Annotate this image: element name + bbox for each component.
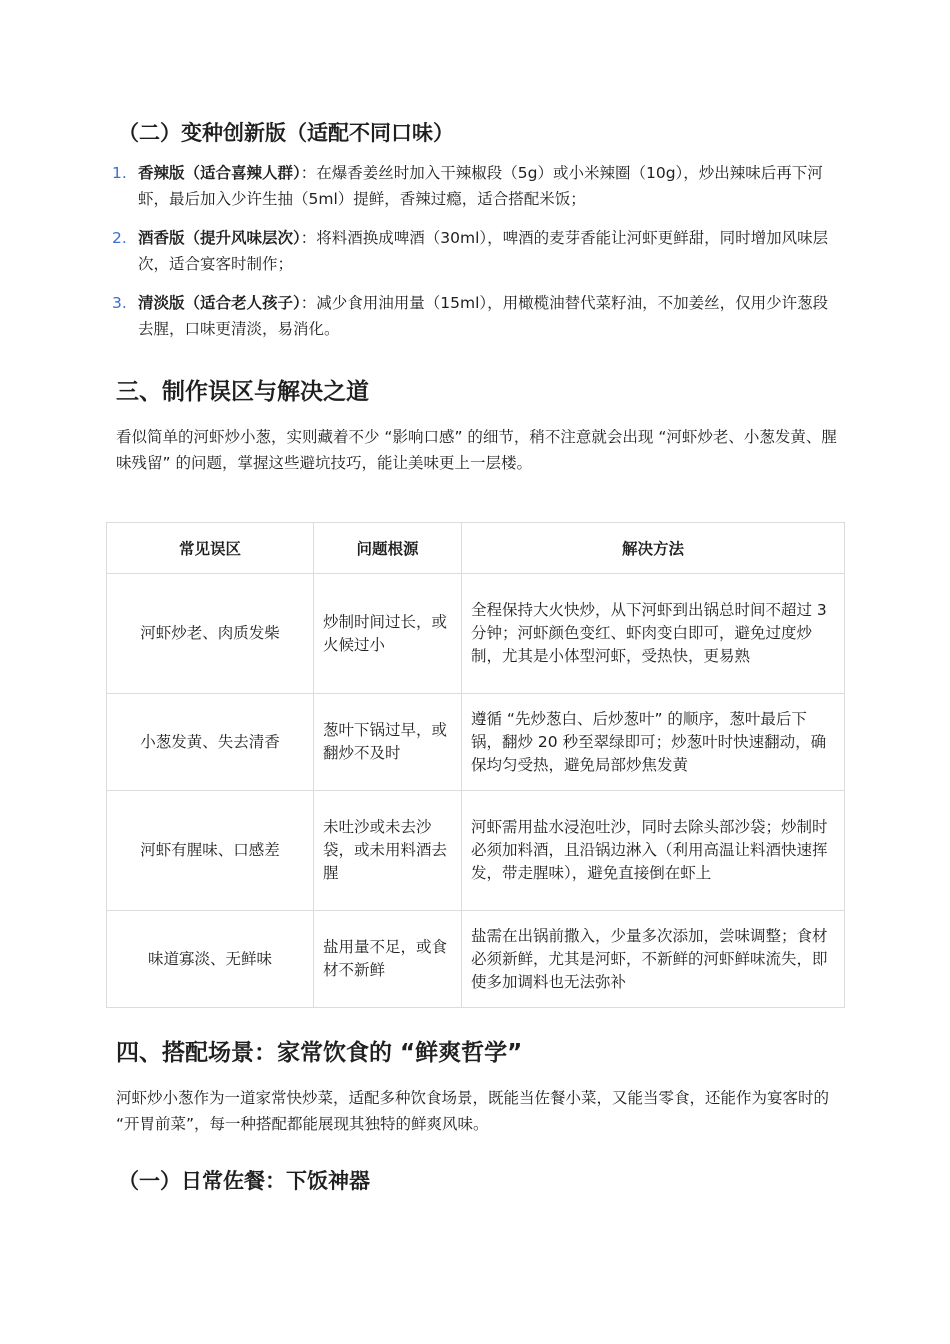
cell-cause: 盐用量不足，或食材不新鲜 [314,911,462,1008]
section-pairing-title: 四、搭配场景：家常饮食的 “鲜爽哲学” [116,1040,523,1066]
table-row [107,694,845,791]
cell-mistake: 小葱发黄、失去清香 [107,694,314,791]
header-solution: 解决方法 [462,523,845,574]
cell-cause: 葱叶下锅过早，或翻炒不及时 [314,694,462,791]
list-item-text: ：在爆香姜丝时加入干辣椒段（5g）或小米辣圈（10g），炒出辣味后再下河虾，最后加入少许生抽（5ml）提鲜，香辣过瘾，适合搭配米饭； [138,164,823,208]
header-mistake: 常见误区 [107,523,314,574]
list-item-lead: 清淡版（适合老人孩子） [138,294,301,312]
list-item [112,290,832,342]
list-number: 2. [112,229,127,247]
mistakes-table [106,522,845,1008]
list-number: 3. [112,294,127,312]
cell-cause: 未吐沙或未去沙袋，或未用料酒去腥 [314,791,462,911]
section-mistakes-title: 三、制作误区与解决之道 [116,379,369,405]
table-row [107,911,845,1008]
list-item-lead: 酒香版（提升风味层次） [138,229,301,247]
section-mistakes-intro: 看似简单的河虾炒小葱，实则藏着不少 “影响口感” 的细节，稍不注意就会出现 “河虾炒老、小葱发黄、腥味残留” 的问题，掌握这些避坑技巧，能让美味更上一层楼。 [116,428,837,472]
cell-mistake: 河虾有腥味、口感差 [107,791,314,911]
table-row [107,574,845,694]
list-item-text: ：减少食用油用量（15ml），用橄榄油替代菜籽油，不加姜丝，仅用少许葱段去腥，口味更清淡，易消化。 [138,294,829,338]
cell-mistake: 味道寡淡、无鲜味 [107,911,314,1008]
cell-solution: 盐需在出锅前撒入，少量多次添加，尝味调整；食材必须新鲜，尤其是河虾，不新鲜的河虾鲜味流失，即使多加调料也无法弥补 [462,911,845,1008]
variants-list [112,160,832,355]
cell-solution: 河虾需用盐水浸泡吐沙，同时去除头部沙袋；炒制时必须加料酒，且沿锅边淋入（利用高温让料酒快速挥发，带走腥味），避免直接倒在虾上 [462,791,845,911]
list-item [112,225,832,277]
section-pairing-intro: 河虾炒小葱作为一道家常快炒菜，适配多种饮食场景，既能当佐餐小菜，又能当零食，还能作为宴客时的 “开胃前菜”，每一种搭配都能展现其独特的鲜爽风味。 [116,1089,830,1133]
section-variants-title: （二）变种创新版（适配不同口味） [118,121,454,145]
table-row [107,791,845,911]
list-item-lead: 香辣版（适合喜辣人群） [138,164,301,182]
cell-mistake: 河虾炒老、肉质发柴 [107,574,314,694]
list-number: 1. [112,164,127,182]
table-header-row [107,523,845,574]
cell-cause: 炒制时间过长，或火候过小 [314,574,462,694]
header-cause: 问题根源 [314,523,462,574]
list-item-text: ：将料酒换成啤酒（30ml），啤酒的麦芽香能让河虾更鲜甜，同时增加风味层次，适合宴客时制作； [138,229,829,273]
cell-solution: 遵循 “先炒葱白、后炒葱叶” 的顺序，葱叶最后下锅，翻炒 20 秒至翠绿即可；炒葱叶时快速翻动，确保均匀受热，避免局部炒焦发黄 [462,694,845,791]
list-item [112,160,832,212]
section-pairing-subtitle: （一）日常佐餐：下饭神器 [118,1169,370,1193]
cell-solution: 全程保持大火快炒，从下河虾到出锅总时间不超过 3 分钟；河虾颜色变红、虾肉变白即可，避免过度炒制，尤其是小体型河虾，受热快，更易熟 [462,574,845,694]
